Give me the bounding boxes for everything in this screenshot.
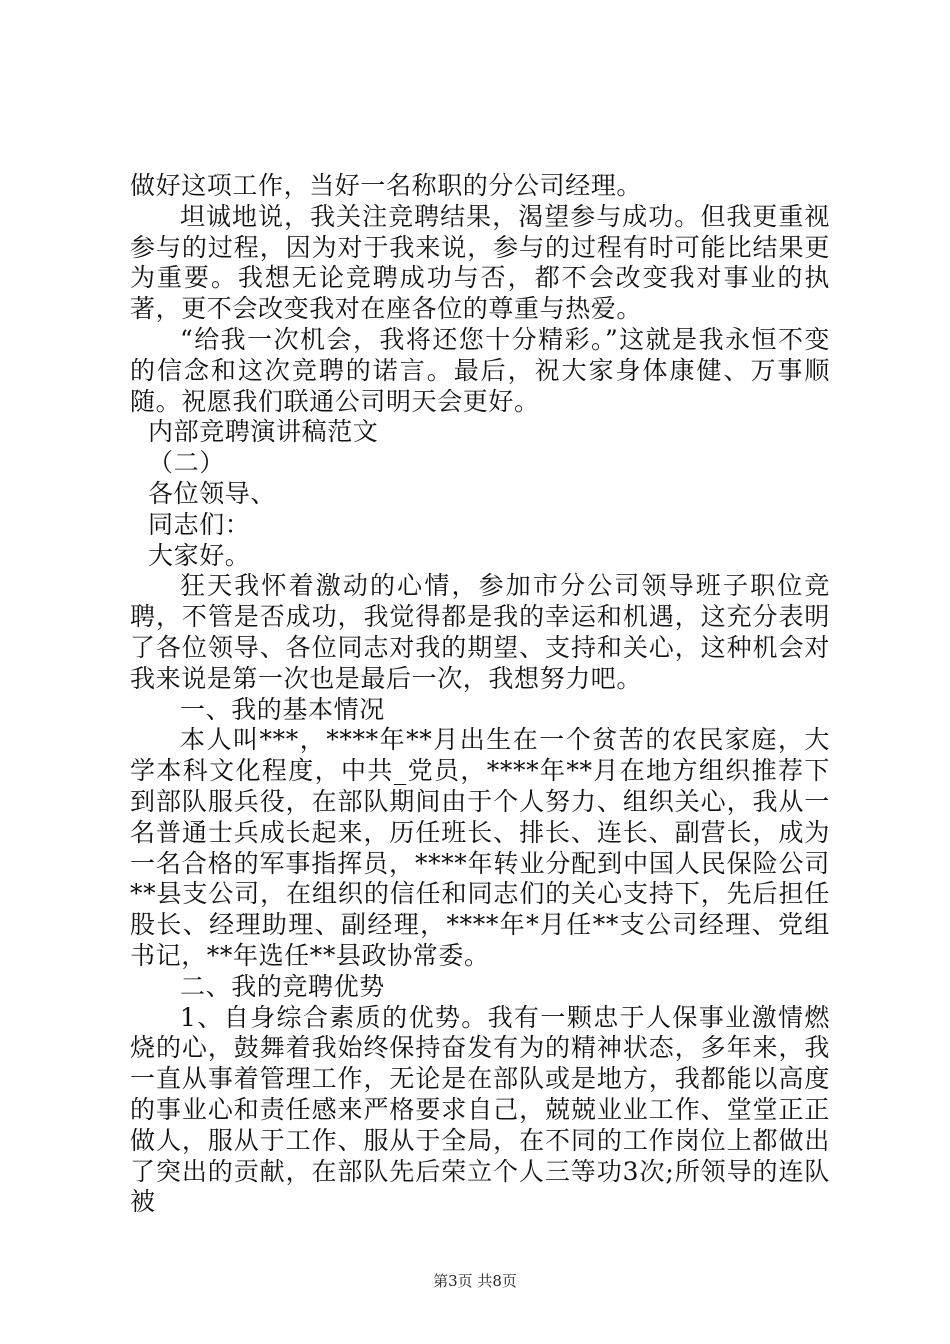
page-footer: 第3页 共8页: [433, 1272, 517, 1290]
paragraph: 坦诚地说，我关注竞聘结果，渴望参与成功。但我更重视参与的过程，因为对于我来说，参与的过程有时可能比结果更为重要。我想无论竞聘成功与否，都不会改变我对事业的执著，更不会改变我对在座各位的尊重与热爱。: [130, 201, 830, 324]
subsection-heading: 二、我的竞聘优势: [180, 971, 385, 1001]
paragraph-continuation: 做好这项工作，当好一名称职的分公司经理。: [130, 171, 643, 200]
paragraph: 本人叫***，****年**月出生在一个贫苦的农民家庭，大学本科文化程度，中共_党员，****年**月在地方组织推荐下到部队服兵役，在部队期间由于个人努力、组织关心，我从一名普通士兵成长起来，历任班长、排长、连长、副营长，成为一名合格的军事指挥员，****年转业分配到中国人民保险公司**县支公司，在组织的信任和同志们的关心支持下，先后担任股长、经理助理、副经理，****年*月任**支公司经理、党组书记，**年选任**县政协常委。: [130, 725, 830, 970]
section-title: 内部竞聘演讲稿范文: [148, 417, 379, 447]
paragraph: “给我一次机会，我将还您十分精彩。”这就是我永恒不变的信念和这次竞聘的诺言。最后，祝大家身体康健、万事顺随。祝愿我们联通公司明天会更好。: [130, 324, 830, 416]
document-body: [130, 171, 830, 1218]
greeting: 大家好。: [148, 540, 251, 570]
salutation: 同志们：: [148, 509, 251, 539]
subsection-heading: 一、我的基本情况: [180, 694, 385, 724]
paragraph: 1、自身综合素质的优势。我有一颗忠于人保事业激情燃烧的心，鼓舞着我始终保持奋发有为的精神状态，多年来，我一直从事着管理工作，无论是在部队或是地方，我都能以高度的事业心和责任感来严格要求自己，兢兢业业工作、堂堂正正做人，服从于工作、服从于全局，在不同的工作岗位上都做出了突出的贡献，在部队先后荣立个人三等功3次;所领导的连队被: [130, 1002, 830, 1217]
section-number: （二）: [148, 448, 225, 478]
salutation: 各位领导、: [148, 478, 277, 508]
paragraph: 狂天我怀着激动的心情，参加市分公司领导班子职位竞聘，不管是否成功，我觉得都是我的幸运和机遇，这充分表明了各位领导、各位同志对我的期望、支持和关心，这种机会对我来说是第一次也是最后一次，我想努力吧。: [130, 571, 830, 693]
